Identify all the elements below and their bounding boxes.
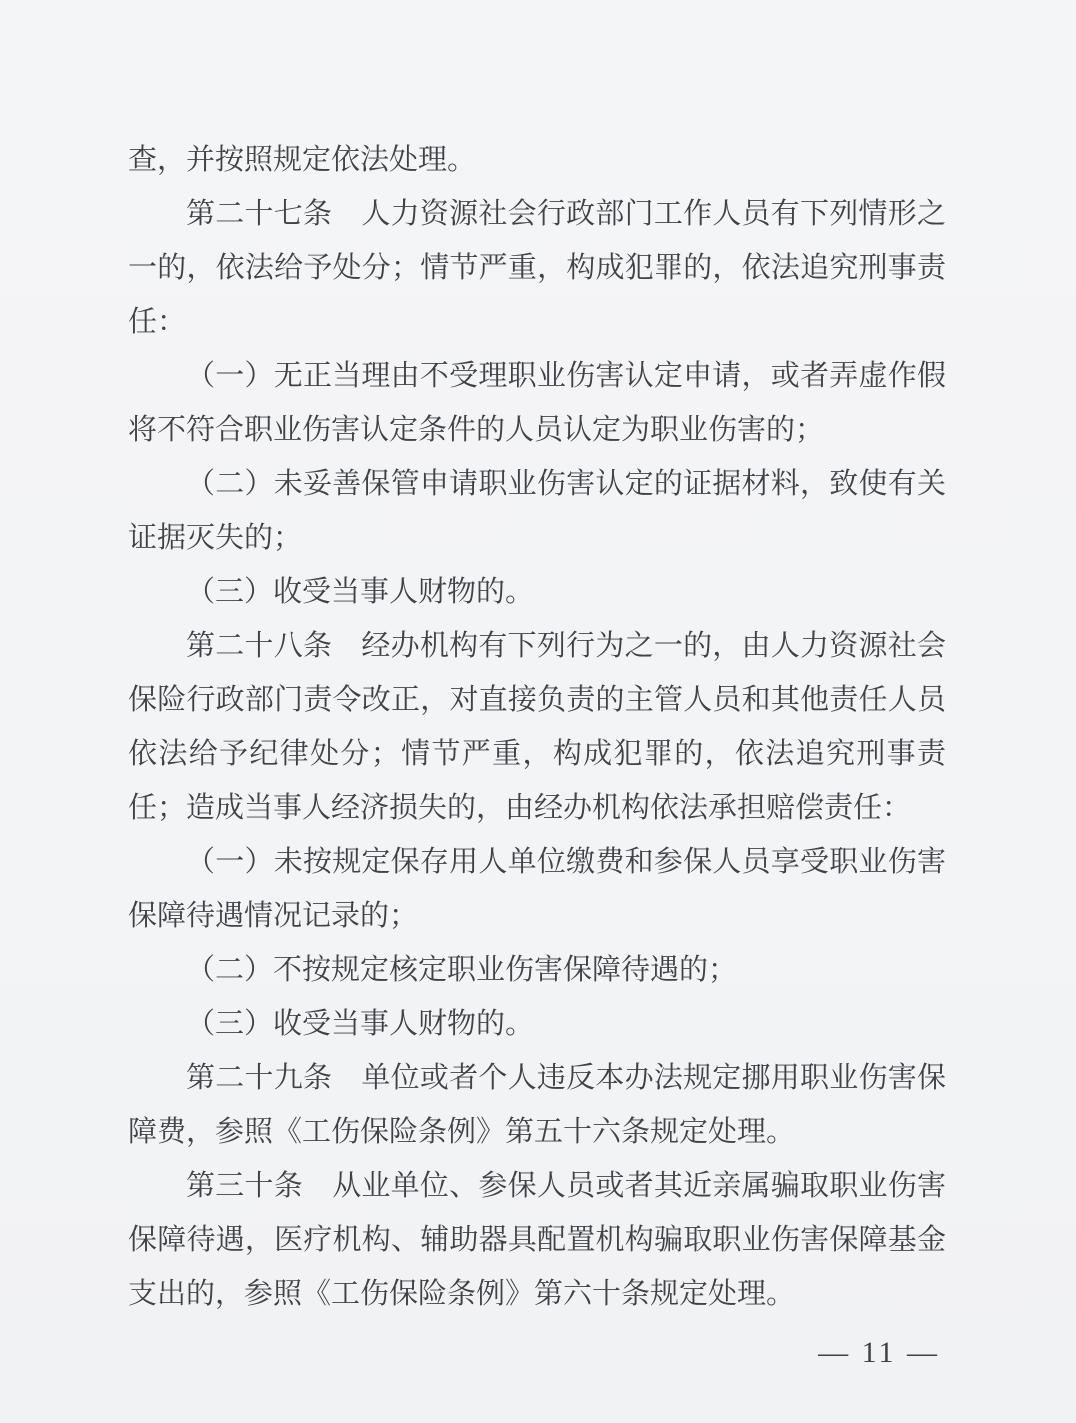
- document-body: [128, 133, 946, 1321]
- paragraph: （三）收受当事人财物的。: [186, 576, 535, 608]
- paragraph: 第三十条 从业单位、参保人员或者其近亲属骗取职业伤害保障待遇，医疗机构、辅助器具配置机构骗取职业伤害保障基金支出的，参照《工伤保险条例》第六十条规定处理。: [128, 1170, 946, 1310]
- paragraph: （二）未妥善保管申请职业伤害认定的证据材料，致使有关证据灭失的；: [128, 468, 946, 554]
- paragraph: 查，并按照规定依法处理。: [128, 144, 477, 176]
- paragraph: （二）不按规定核定职业伤害保障待遇的；: [186, 954, 738, 986]
- paragraph: 第二十七条 人力资源社会行政部门工作人员有下列情形之一的，依法给予处分；情节严重，构成犯罪的，依法追究刑事责任：: [128, 198, 946, 338]
- paragraph: 第二十九条 单位或者个人违反本办法规定挪用职业伤害保障费，参照《工伤保险条例》第五十六条规定处理。: [128, 1062, 946, 1148]
- paragraph: 第二十八条 经办机构有下列行为之一的，由人力资源社会保险行政部门责令改正，对直接负责的主管人员和其他责任人员依法给予纪律处分；情节严重，构成犯罪的，依法追究刑事责任；造成当事人经济损失的，由经办机构依法承担赔偿责任：: [128, 630, 946, 824]
- paragraph: （一）无正当理由不受理职业伤害认定申请，或者弄虚作假将不符合职业伤害认定条件的人员认定为职业伤害的；: [128, 360, 946, 446]
- paragraph: （一）未按规定保存用人单位缴费和参保人员享受职业伤害保障待遇情况记录的；: [128, 846, 946, 932]
- page-number: — 11 —: [818, 1336, 940, 1369]
- paragraph: （三）收受当事人财物的。: [186, 1008, 535, 1040]
